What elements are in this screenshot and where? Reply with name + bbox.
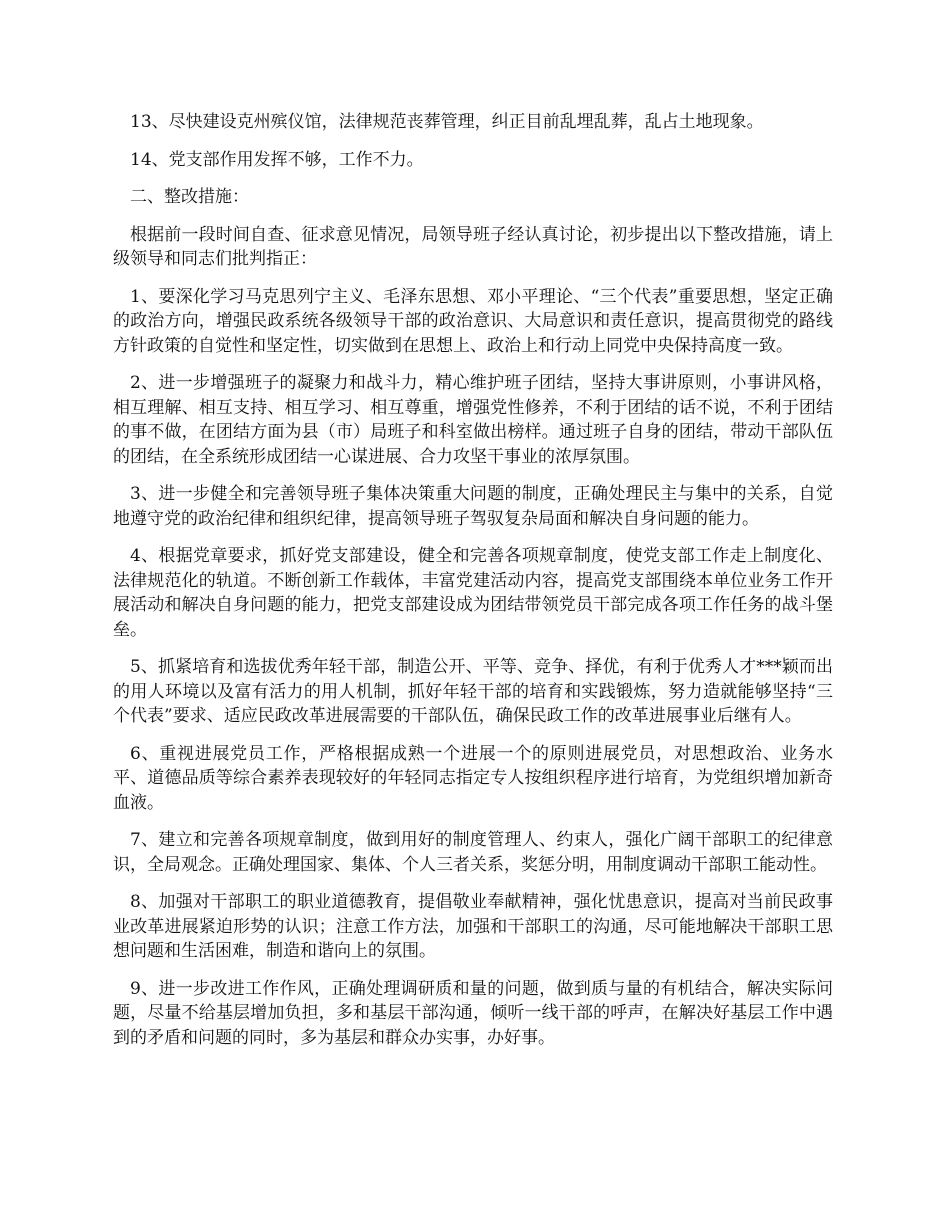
measure-paragraph-6: 6、重视进展党员工作，严格根据成熟一个进展一个的原则进展党员，对思想政治、业务水平、道德品质等综合素养表现较好的年轻同志指定专人按组织程序进行培育，为党组织增加新奇血液。 xyxy=(113,743,833,813)
paragraph-item-14: 14、党支部作用发挥不够，工作不力。 xyxy=(130,149,424,170)
measure-paragraph-2: 2、进一步增强班子的凝聚力和战斗力，精心维护班子团结，坚持大事讲原则，小事讲风格，相互理解、相互支持、相互学习、相互尊重，增强党性修养，不利于团结的话不说，不利于团结的事不做，在团结方面为县（市）局班子和科室做出榜样。通过班子自身的团结，带动干部队伍的团结，在全系统形成团结一心谋进展、合力攻坚干事业的浓厚氛围。 xyxy=(113,373,833,467)
measure-paragraph-3: 3、进一步健全和完善领导班子集体决策重大问题的制度，正确处理民主与集中的关系，自觉地遵守党的政治纪律和组织纪律，提高领导班子驾驭复杂局面和解决自身问题的能力。 xyxy=(113,484,833,529)
measure-paragraph-5: 5、抓紧培育和选拔优秀年轻干部，制造公开、平等、竞争、择优，有利于优秀人才***颖而出的用人环境以及富有活力的用人机制，抓好年轻干部的培育和实践锻炼，努力造就能够坚持“三个代表”要求、适应民政改革进展需要的干部队伍，确保民政工作的改革进展事业后继有人。 xyxy=(113,657,833,726)
measure-paragraph-4: 4、根据党章要求，抓好党支部建设，健全和完善各项规章制度，使党支部工作走上制度化、法律规范化的轨道。不断创新工作载体，丰富党建活动内容，提高党支部围绕本单位业务工作开展活动和解决自身问题的能力，把党支部建设成为团结带领党员干部完成各项工作任务的战斗堡垒。 xyxy=(113,546,833,640)
measure-paragraph-1: 1、要深化学习马克思列宁主义、毛泽东思想、邓小平理论、“三个代表”重要思想，坚定正确的政治方向，增强民政系统各级领导干部的政治意识、大局意识和责任意识，提高贯彻党的路线方针政策的自觉性和坚定性，切实做到在思想上、政治上和行动上同党中央保持高度一致。 xyxy=(113,286,833,356)
measure-paragraph-7: 7、建立和完善各项规章制度，做到用好的制度管理人、约束人，强化广阔干部职工的纪律意识，全局观念。正确处理国家、集体、个人三者关系，奖惩分明，用制度调动干部职工能动性。 xyxy=(113,830,833,875)
document-body xyxy=(113,110,833,1063)
section-heading-rectification: 二、整改措施： xyxy=(130,187,249,207)
paragraph-item-13: 13、尽快建设克州殡仪馆，法律规范丧葬管理，纠正目前乱埋乱葬，乱占土地现象。 xyxy=(130,112,764,132)
intro-paragraph: 根据前一段时间自查、征求意见情况，局领导班子经认真讨论，初步提出以下整改措施，请上级领导和同志们批判指正： xyxy=(113,224,833,269)
measure-paragraph-9: 9、进一步改进工作作风，正确处理调研质和量的问题，做到质与量的有机结合，解决实际问题，尽量不给基层增加负担，多和基层干部沟通，倾听一线干部的呼声，在解决好基层工作中遇到的矛盾和问题的同时，多为基层和群众办实事，办好事。 xyxy=(113,978,833,1048)
measure-paragraph-8: 8、加强对干部职工的职业道德教育，提倡敬业奉献精神，强化忧患意识，提高对当前民政事业改革进展紧迫形势的认识；注意工作方法，加强和干部职工的沟通，尽可能地解决干部职工思想问题和生活困难，制造和谐向上的氛围。 xyxy=(113,892,833,961)
